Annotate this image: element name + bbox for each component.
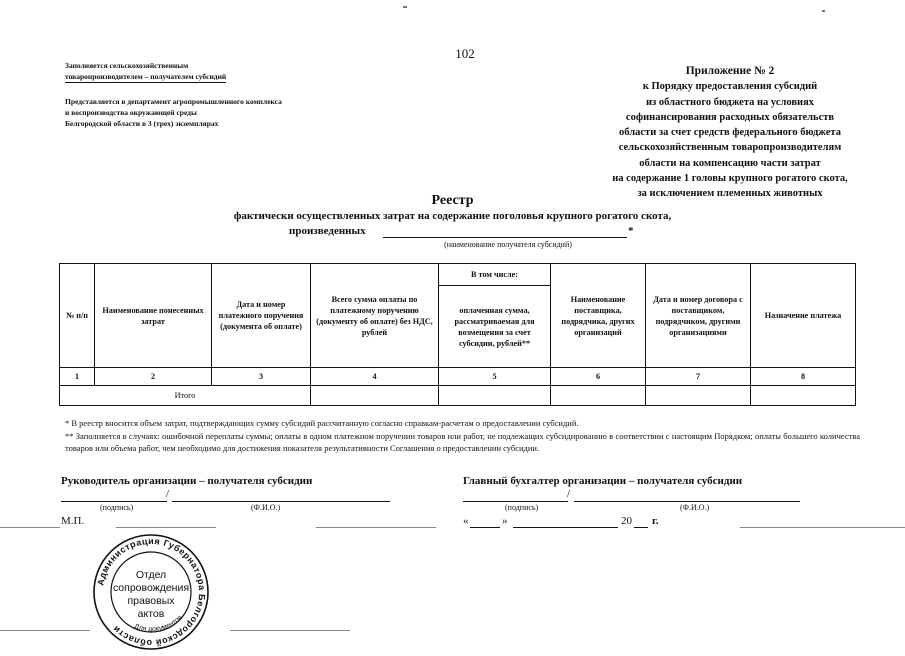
- mp-label: М.П.: [61, 515, 85, 527]
- appendix-line: софинансирования расходных обязательств: [625, 111, 835, 123]
- signature-line-left-fio[interactable]: [172, 501, 390, 502]
- recipient-name-line[interactable]: [383, 237, 627, 238]
- submit-note-line3: Белгородской области в 3 (трех) экземплярах: [65, 119, 219, 128]
- scan-dash: [116, 527, 216, 528]
- header-num: № п/п: [60, 264, 95, 368]
- col-number: 2: [95, 368, 212, 386]
- register-title: Реестр: [431, 193, 474, 208]
- stamp-line4: актов: [137, 608, 165, 620]
- date-year-line[interactable]: [634, 527, 648, 528]
- signature-line-right-fio[interactable]: [574, 501, 800, 502]
- signature-slash-right: /: [567, 488, 571, 500]
- sign-hint-left: (подпись): [100, 503, 134, 512]
- col-number: 1: [60, 368, 95, 386]
- header-supplier: Наименование поставщика, подрядчика, других организаций: [551, 264, 646, 368]
- signature-head-left: Руководитель организации – получателя субсидии: [61, 475, 313, 487]
- appendix-block: [520, 64, 905, 202]
- total-cell[interactable]: [751, 386, 856, 406]
- page-number: 102: [455, 46, 475, 61]
- col-number: 4: [311, 368, 439, 386]
- header-contract: Дата и номер договора с поставщиком, подрядчиком, другими организациями: [646, 264, 751, 368]
- submit-note-line1: Представляется в департамент агропромышленного комплекса: [65, 97, 282, 106]
- header-incl: В том числе:: [439, 264, 551, 286]
- appendix-line: сельскохозяйственным товаропроизводителям: [618, 142, 842, 154]
- fill-note-line2: товаропроизводителем – получателем субсидий: [65, 72, 227, 81]
- stamp-bottom-text: Для документов: [133, 614, 184, 634]
- signature-slash-left: /: [166, 488, 170, 500]
- signature-head-right: Главный бухгалтер организации – получателя субсидии: [463, 475, 743, 487]
- col-number: 8: [751, 368, 856, 386]
- col-number: 6: [551, 368, 646, 386]
- header-incl-sub: оплаченная сумма, рассматриваемая для возмещения за счет субсидии, рублей**: [439, 286, 551, 368]
- total-label: Итого: [174, 391, 196, 400]
- date-year: 20: [621, 515, 632, 527]
- scan-dash: [230, 630, 350, 631]
- scan-speck: [822, 10, 825, 12]
- stamp-ring-text: Администрация Губернатора Белгородской области: [95, 535, 208, 649]
- date-close-quote: »: [502, 515, 508, 527]
- signature-line-left-sign[interactable]: [61, 501, 167, 502]
- header-purpose: Назначение платежа: [751, 264, 856, 368]
- scan-dash: [0, 630, 90, 631]
- sign-hint-right: (подпись): [505, 503, 539, 512]
- header-date: Дата и номер платежного поручения (документа об оплате): [212, 264, 311, 368]
- scan-speck: [403, 6, 407, 8]
- scan-dash: [740, 527, 905, 528]
- produced-label: произведенных: [289, 225, 366, 237]
- appendix-line: к Порядку предоставления субсидий: [642, 81, 818, 93]
- register-table: [59, 263, 856, 406]
- produced-star: *: [628, 225, 634, 237]
- submit-note-line2: и воспроизводства окружающей среды: [65, 108, 197, 117]
- appendix-line: за исключением племенных животных: [637, 188, 823, 200]
- recipient-name-hint: (наименование получателя субсидий): [444, 240, 572, 249]
- fio-hint-right: (Ф.И.О.): [680, 503, 710, 512]
- total-cell[interactable]: [439, 386, 551, 406]
- fill-note: [65, 60, 226, 83]
- col-number: 7: [646, 368, 751, 386]
- date-day-line[interactable]: [470, 527, 500, 528]
- header-total: Всего сумма оплаты по платежному поручению (документу об оплате) без НДС, рублей: [311, 264, 439, 368]
- fio-hint-left: (Ф.И.О.): [251, 503, 281, 512]
- col-number: 3: [212, 368, 311, 386]
- scan-dash: [0, 527, 60, 528]
- footnote-1: * В реестр вносится объем затрат, подтверждающих сумму субсидий рассчитанную согласно справкам-расчетам о предоставлении субсидий.: [65, 418, 579, 428]
- office-stamp: [92, 533, 210, 651]
- register-subtitle: фактически осуществленных затрат на содержание поголовья крупного рогатого скота,: [233, 210, 672, 222]
- signature-line-right-sign[interactable]: [463, 501, 568, 502]
- appendix-line: из областного бюджета на условиях: [645, 96, 815, 108]
- submit-note: [65, 96, 282, 129]
- col-number: 5: [439, 368, 551, 386]
- footnote-2: ** Заполняется в случаях: ошибочной переплаты суммы; оплаты в одном платежном поручении товаров или работ, не подлежащих субсидированию в соответствии с настоящим Порядком; оплаты большего количества товаров или объема работ, чем необходимо для достижения показателя результативности Соглашения о предоставлении субсидии.: [65, 431, 860, 453]
- stamp-line3: правовых: [127, 595, 175, 607]
- fill-note-line1: Заполняется сельскохозяйственным: [65, 61, 189, 70]
- appendix-line: на содержание 1 головы крупного рогатого скота,: [612, 173, 848, 185]
- stamp-line2: сопровождения: [112, 582, 190, 594]
- total-cell[interactable]: [646, 386, 751, 406]
- date-open-quote: «: [463, 515, 469, 527]
- date-year-suffix: г.: [652, 515, 659, 527]
- total-row-label: [60, 386, 311, 406]
- stamp-line1: Отдел: [135, 569, 167, 581]
- total-cell[interactable]: [311, 386, 439, 406]
- appendix-line: области на компенсацию части затрат: [639, 157, 821, 169]
- stamp-seal-icon: [92, 533, 210, 651]
- appendix-title: Приложение № 2: [685, 65, 775, 77]
- total-cell[interactable]: [551, 386, 646, 406]
- date-month-line[interactable]: [513, 527, 618, 528]
- appendix-line: области за счет средств федерального бюджета: [619, 127, 841, 139]
- scan-dash: [316, 527, 436, 528]
- header-name: Наименование понесенных затрат: [95, 264, 212, 368]
